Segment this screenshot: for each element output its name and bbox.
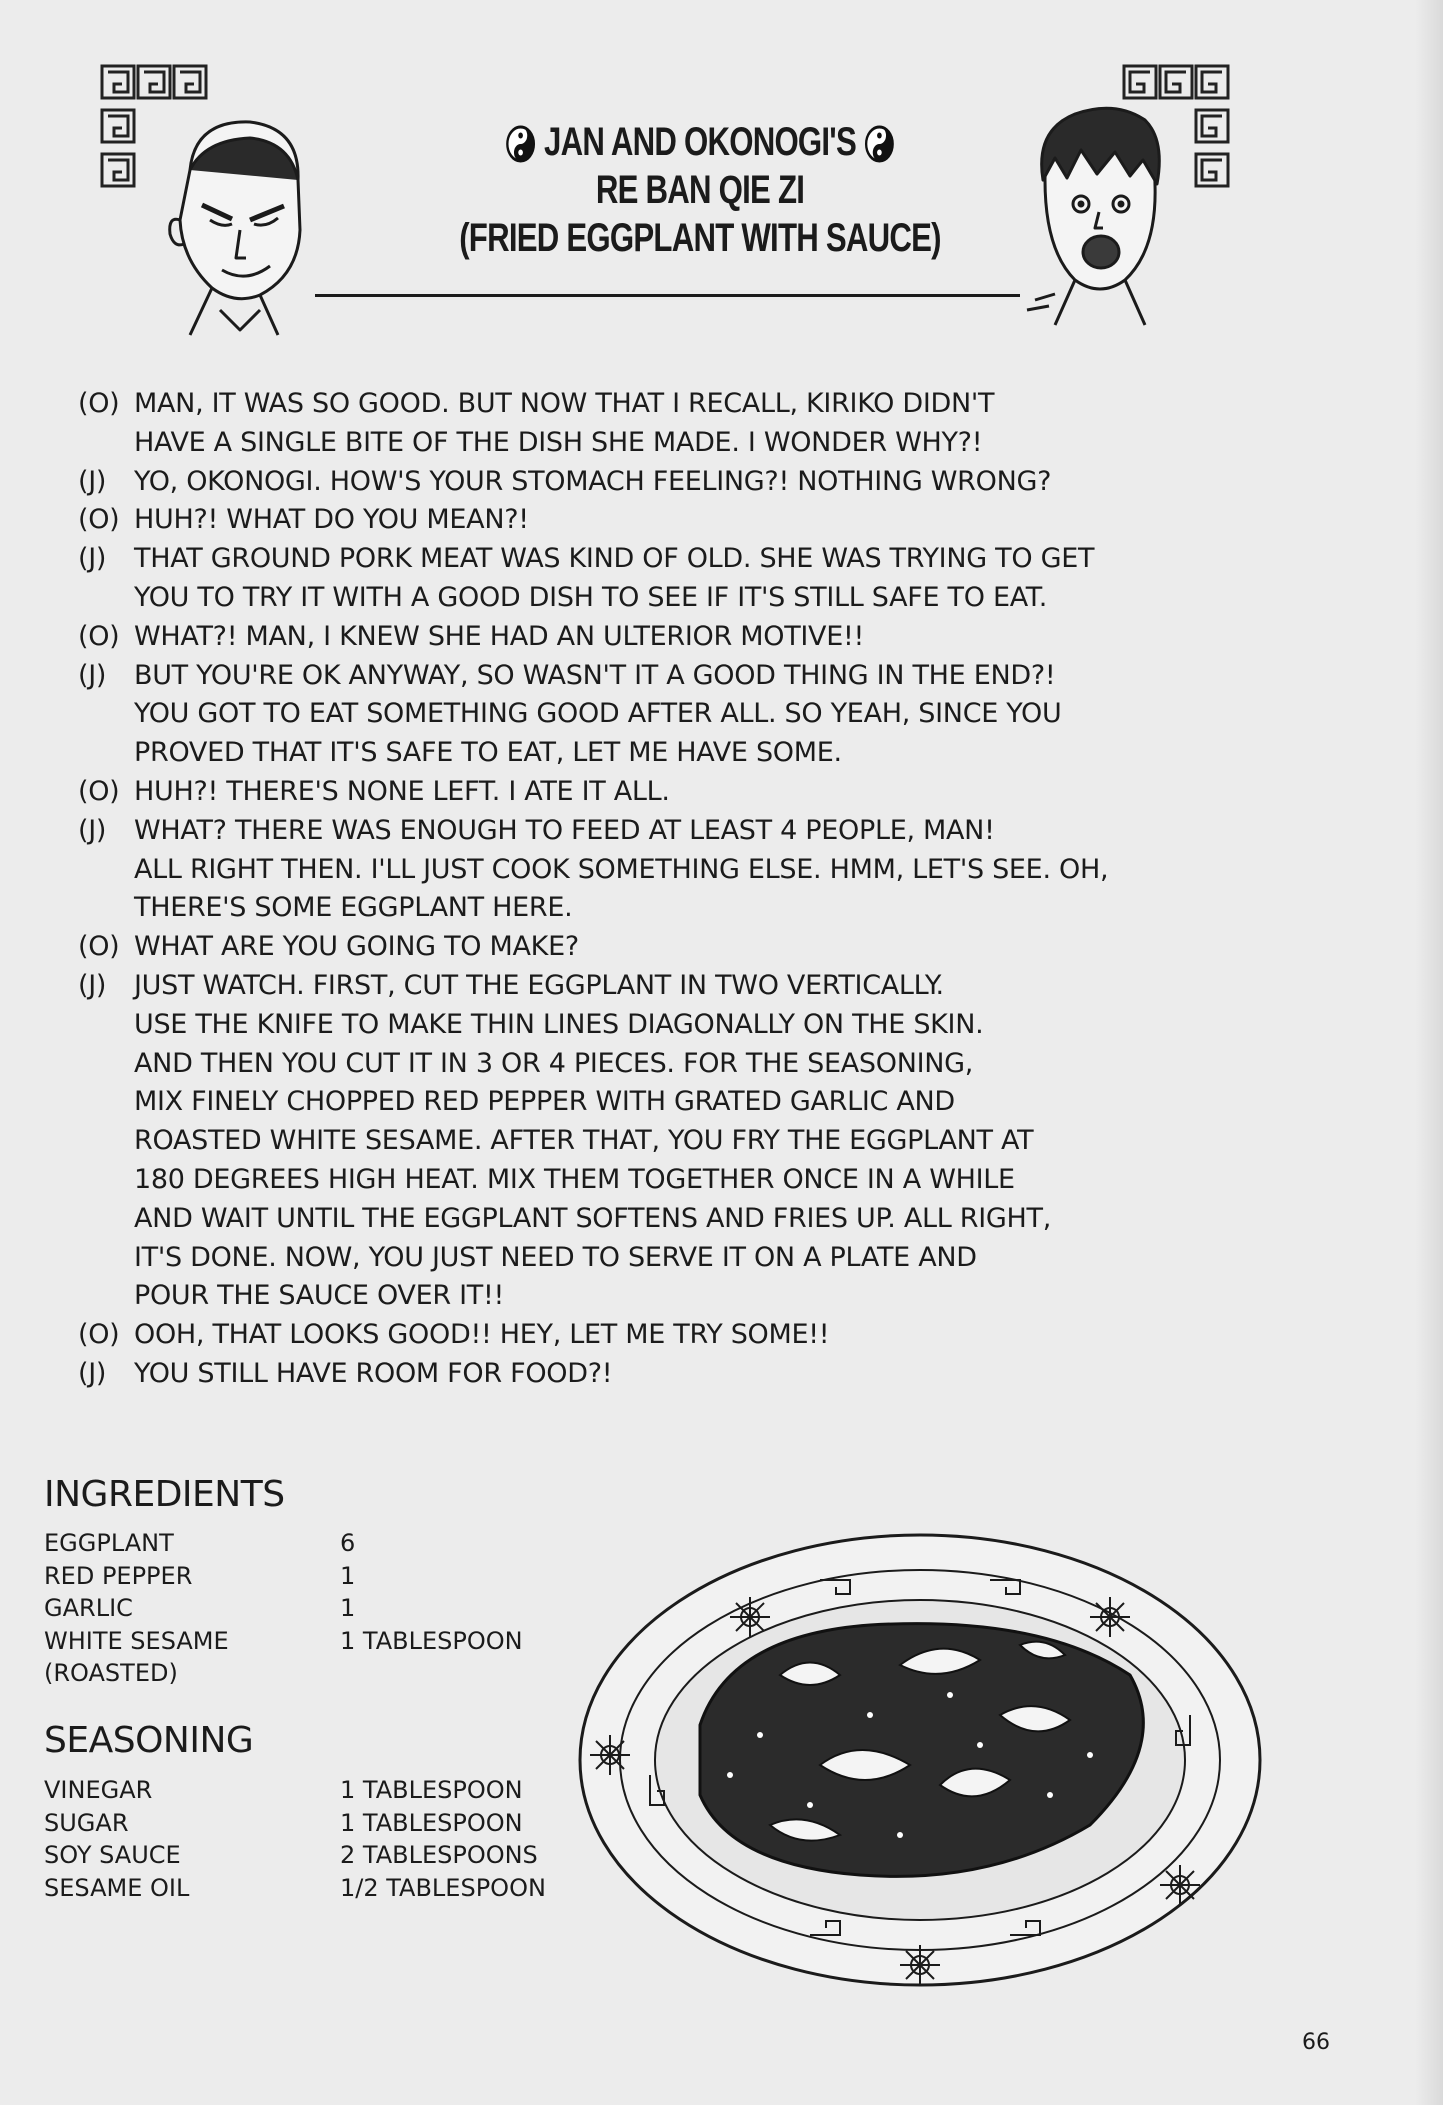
dialog-line (78, 1316, 1238, 1355)
seasoning-name: SOY SAUCE (44, 1841, 181, 1870)
dialog-text-line: PROVED THAT IT'S SAFE TO EAT, LET ME HAVE SOME. (134, 737, 842, 769)
dialog-text-line: OOH, THAT LOOKS GOOD!! HEY, LET ME TRY SOME!! (134, 1319, 830, 1351)
dialog-text-line: HUH?! THERE'S NONE LEFT. I ATE IT ALL. (134, 775, 670, 807)
dialog-text-line: HAVE A SINGLE BITE OF THE DISH SHE MADE. I WONDER WHY?! (134, 426, 983, 458)
dialog-line (78, 385, 1238, 463)
dialog-text-line: POUR THE SAUCE OVER IT!! (134, 1280, 504, 1312)
speaker-label: (J) (78, 465, 107, 497)
seasoning-name: VINEGAR (44, 1776, 153, 1804)
dialog-text-line: MAN, IT WAS SO GOOD. BUT NOW THAT I RECALL, KIRIKO DIDN'T (134, 388, 995, 419)
speaker-label: (O) (78, 775, 120, 807)
list-item (44, 1774, 564, 1807)
list-item (44, 1625, 564, 1658)
speaker-label: (J) (78, 543, 107, 575)
list-item (44, 1527, 564, 1560)
ingredient-qty: 6 (340, 1529, 356, 1557)
ingredient-name: RED PEPPER (44, 1561, 193, 1590)
ingredient-name: GARLIC (44, 1594, 133, 1623)
recipe-title (458, 118, 942, 262)
title-line-2: RE BAN QIE ZI (595, 168, 805, 212)
dialog-text-line: USE THE KNIFE TO MAKE THIN LINES DIAGONALLY ON THE SKIN. (134, 1008, 984, 1040)
dialog-text-line: IT'S DONE. NOW, YOU JUST NEED TO SERVE IT ON A PLATE AND (134, 1241, 977, 1273)
dialog-line (78, 618, 1238, 657)
list-item (44, 1657, 564, 1690)
dialog-text-line: YOU TO TRY IT WITH A GOOD DISH TO SEE IF IT'S STILL SAFE TO EAT. (134, 581, 1048, 613)
dialog-text-line: THERE'S SOME EGGPLANT HERE. (134, 892, 573, 924)
dialog-text-line: ALL RIGHT THEN. I'LL JUST COOK SOMETHING ELSE. HMM, LET'S SEE. OH, (134, 853, 1109, 885)
dialog-text-line: JUST WATCH. FIRST, CUT THE EGGPLANT IN TWO VERTICALLY. (134, 969, 944, 1001)
ingredients-list (44, 1527, 564, 1690)
seasoning-heading: SEASONING (44, 1720, 254, 1761)
ingredient-qty: 1 (340, 1561, 356, 1590)
dialog-text-line: THAT GROUND PORK MEAT WAS KIND OF OLD. SHE WAS TRYING TO GET (134, 543, 1095, 575)
ingredient-qty: 1 TABLESPOON (340, 1626, 523, 1655)
dialog-line (78, 773, 1238, 812)
list-item (44, 1839, 564, 1872)
dialog-text-line: WHAT ARE YOU GOING TO MAKE? (134, 931, 579, 963)
dialog-text-line: YO, OKONOGI. HOW'S YOUR STOMACH FEELING?! NOTHING WRONG? (134, 465, 1052, 497)
seasoning-qty: 2 TABLESPOONS (340, 1841, 538, 1870)
speaker-label: (J) (78, 1357, 107, 1389)
dialog-text-line: HUH?! WHAT DO YOU MEAN?! (134, 504, 529, 536)
seasoning-list (44, 1774, 564, 1904)
seasoning-qty: 1 TABLESPOON (340, 1808, 523, 1837)
ingredient-qty: 1 (340, 1594, 356, 1623)
seasoning-name: SUGAR (44, 1808, 129, 1837)
title-underline (315, 294, 1020, 297)
dialog-text-line: 180 DEGREES HIGH HEAT. MIX THEM TOGETHER ONCE IN A WHILE (134, 1163, 1015, 1195)
yin-yang-icon (864, 124, 895, 164)
dialog-text-line: AND THEN YOU CUT IT IN 3 OR 4 PIECES. FOR THE SEASONING, (134, 1047, 974, 1079)
dialog-line (78, 463, 1238, 502)
speaker-label: (O) (78, 1319, 120, 1351)
ingredient-name: (ROASTED) (44, 1659, 178, 1688)
title-line-1 (458, 118, 942, 166)
speaker-label: (J) (78, 814, 107, 846)
jan-portrait-illustration (150, 110, 320, 340)
fried-eggplant-plate-illustration (570, 1525, 1270, 1995)
ingredient-name: WHITE SESAME (44, 1626, 229, 1655)
list-item (44, 1560, 564, 1593)
dialog-line (78, 967, 1238, 1316)
speaker-label: (J) (78, 969, 107, 1001)
page-number: 66 (1302, 2030, 1330, 2055)
ingredients-heading: INGREDIENTS (44, 1474, 285, 1515)
seasoning-qty: 1 TABLESPOON (340, 1776, 523, 1804)
seasoning-qty: 1/2 TABLESPOON (340, 1873, 546, 1902)
dialog-text-line: YOU STILL HAVE ROOM FOR FOOD?! (134, 1357, 613, 1389)
list-item (44, 1872, 564, 1905)
speaker-label: (O) (78, 931, 120, 963)
speaker-label: (O) (78, 388, 120, 419)
title-text-1: JAN AND OKONOGI'S (544, 120, 856, 164)
ingredient-name: EGGPLANT (44, 1529, 174, 1557)
okonogi-portrait-illustration (1015, 100, 1175, 330)
dialog-text-line: WHAT? THERE WAS ENOUGH TO FEED AT LEAST 4 PEOPLE, MAN! (134, 814, 995, 846)
dialog-line (78, 812, 1238, 928)
dialog-text-line: MIX FINELY CHOPPED RED PEPPER WITH GRATED GARLIC AND (134, 1086, 955, 1118)
dialog-text (78, 385, 1238, 1394)
dialog-line (78, 501, 1238, 540)
list-item (44, 1807, 564, 1840)
dialog-text-line: WHAT?! MAN, I KNEW SHE HAD AN ULTERIOR MOTIVE!! (134, 620, 865, 652)
dialog-line (78, 540, 1238, 618)
dialog-line (78, 1355, 1238, 1394)
title-line-3: (FRIED EGGPLANT WITH SAUCE) (459, 216, 941, 260)
speaker-label: (O) (78, 504, 120, 536)
dialog-text-line: ROASTED WHITE SESAME. AFTER THAT, YOU FRY THE EGGPLANT AT (134, 1125, 1034, 1157)
list-item (44, 1592, 564, 1625)
speaker-label: (J) (78, 659, 107, 691)
seasoning-name: SESAME OIL (44, 1873, 190, 1902)
speaker-label: (O) (78, 620, 120, 652)
dialog-text-line: YOU GOT TO EAT SOMETHING GOOD AFTER ALL. SO YEAH, SINCE YOU (134, 698, 1062, 730)
dialog-text-line: BUT YOU'RE OK ANYWAY, SO WASN'T IT A GOOD THING IN THE END?! (134, 659, 1056, 691)
dialog-line (78, 928, 1238, 967)
scan-edge-shadow (1415, 0, 1443, 2105)
dialog-line (78, 657, 1238, 773)
dialog-text-line: AND WAIT UNTIL THE EGGPLANT SOFTENS AND FRIES UP. ALL RIGHT, (134, 1202, 1051, 1234)
yin-yang-icon (505, 124, 536, 164)
